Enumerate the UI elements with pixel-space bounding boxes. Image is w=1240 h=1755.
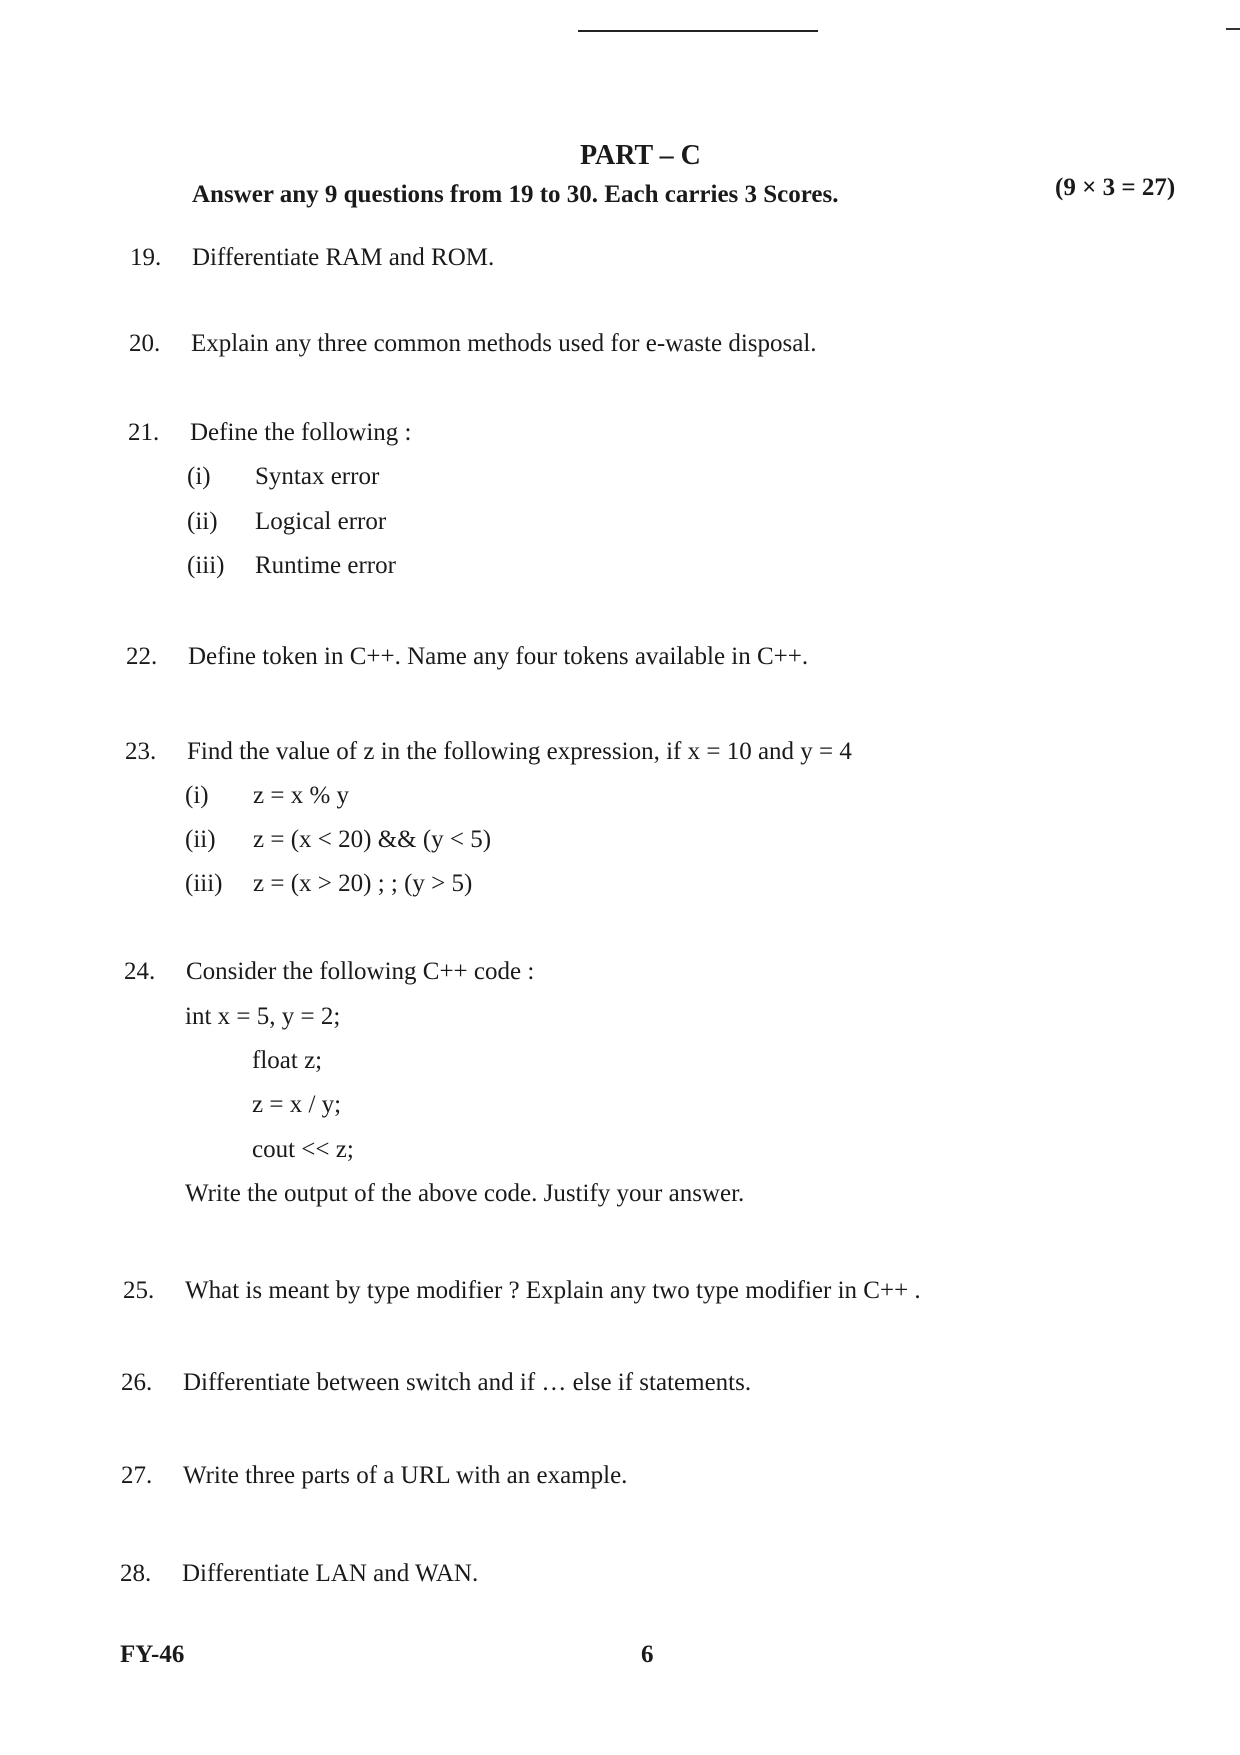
part-title: PART – C (580, 140, 701, 171)
question-number: 23. (125, 738, 157, 765)
question-number: 26. (121, 1369, 153, 1396)
question-followup: Write the output of the above code. Justify your answer. (185, 1180, 745, 1207)
sub-item-label: (i) (187, 463, 211, 490)
question-number: 27. (121, 1462, 153, 1489)
sub-item-label: (iii) (185, 870, 223, 897)
page-number: 6 (641, 1641, 654, 1668)
score-summary: (9 × 3 = 27) (1055, 174, 1176, 201)
question-text: What is meant by type modifier ? Explain any two type modifier in C++ . (185, 1277, 921, 1304)
question-text: Differentiate RAM and ROM. (192, 244, 495, 271)
question-number: 21. (128, 419, 160, 446)
sub-item-label: (ii) (187, 508, 218, 535)
code-line: cout << z; (252, 1136, 354, 1163)
question-text: Define token in C++. Name any four tokens available in C++. (188, 643, 809, 670)
sub-item-label: (ii) (185, 826, 216, 853)
question-number: 19. (130, 244, 162, 271)
instruction: Answer any 9 questions from 19 to 30. Each carries 3 Scores. (192, 181, 839, 208)
top-rule (578, 30, 818, 32)
question-text: Find the value of z in the following expression, if x = 10 and y = 4 (187, 738, 852, 765)
sub-item-text: z = (x < 20) && (y < 5) (253, 826, 492, 853)
question-number: 28. (120, 1560, 152, 1587)
sub-item-text: z = (x > 20) ; ; (y > 5) (253, 870, 473, 897)
question-text: Write three parts of a URL with an example. (183, 1462, 628, 1489)
code-line: int x = 5, y = 2; (185, 1003, 341, 1030)
code-line: float z; (252, 1047, 323, 1074)
sub-item-text: Logical error (255, 508, 387, 535)
question-number: 20. (129, 330, 161, 357)
question-text: Define the following : (190, 419, 412, 446)
sub-item-text: Runtime error (255, 552, 396, 579)
sub-item-label: (i) (185, 782, 209, 809)
question-number: 24. (124, 958, 156, 985)
question-text: Differentiate LAN and WAN. (182, 1560, 479, 1587)
paper-code: FY-46 (120, 1641, 185, 1668)
sub-item-text: z = x % y (253, 782, 350, 809)
question-text: Consider the following C++ code : (186, 958, 535, 985)
sub-item-label: (iii) (187, 552, 225, 579)
question-number: 22. (126, 643, 158, 670)
code-line: z = x / y; (252, 1091, 342, 1118)
question-text: Differentiate between switch and if … else if statements. (183, 1369, 752, 1396)
question-text: Explain any three common methods used for e-waste disposal. (191, 330, 817, 357)
question-number: 25. (123, 1277, 155, 1304)
corner-mark (1226, 28, 1240, 30)
sub-item-text: Syntax error (255, 463, 380, 490)
